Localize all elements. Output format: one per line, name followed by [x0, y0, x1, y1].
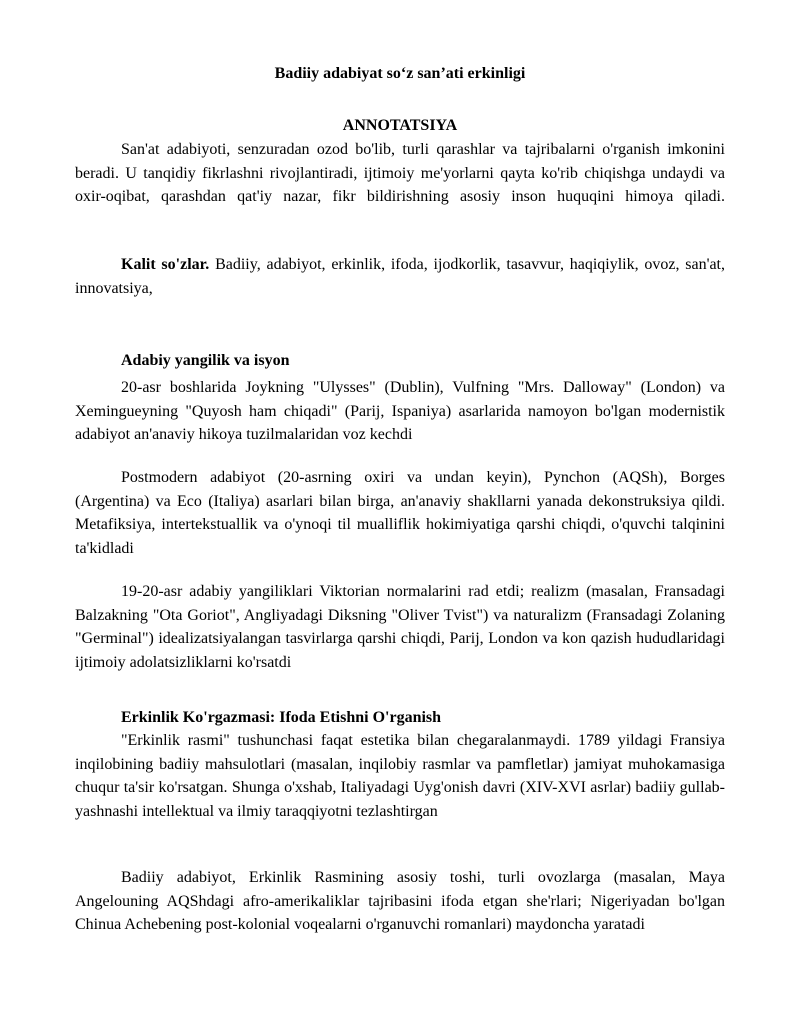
section2-paragraph-2: Badiiy adabiyot, Erkinlik Rasmining asosiy toshi, turli ovozlarga (masalan, Maya Angelouning AQShdagi afro-amerikaliklar tajribasini ifoda etgan she'rlari; Nigeriyadan bo'lgan Chinua Achebening post-kolonial voqealarni o'rganuvchi romanlari) maydoncha yaratadi: [75, 869, 725, 933]
keywords-paragraph: [75, 253, 725, 300]
section1-heading: Adabiy yangilik va isyon: [121, 352, 290, 369]
annotation-heading: ANNOTATSIYA: [342, 117, 458, 134]
section1-paragraph-3: 19-20-asr adabiy yangiliklari Viktorian normalarini rad etdi; realizm (masalan, Fransadagi Balzakning "Ota Goriot", Angliyadagi Diksning "Oliver Tvist") va naturalizm (Fransadagi Zolaning "Germinal") idealizatsiyalangan tasvirlarga qarshi chiqdi, Parij, London va kon qazish hududlaridagi ijtimoiy adolatsizliklarni ko'rsatdi: [75, 583, 725, 671]
document-title: Badiiy adabiyat so‘z san’ati erkinligi: [274, 65, 526, 82]
annotation-paragraph: San'at adabiyoti, senzuradan ozod bo'lib, turli qarashlar va tajribalarni o'rganish imkonini beradi. U tanqidiy fikrlashni rivojlantiradi, ijtimoiy me'yorlarni qayta ko'rib chiqishga undaydi va oxir-oqibat, qarashdan qat'iy nazar, fikr bildirishning asosiy inson huquqini himoya qiladi.: [75, 141, 725, 205]
section1-paragraph-2: Postmodern adabiyot (20-asrning oxiri va undan keyin), Pynchon (AQSh), Borges (Argentina) va Eco (Italiya) asarlari bilan birga, an'anaviy shakllarni yanada dekonstruksiya qildi. Metafiksiya, intertekstuallik va o'ynoqi til mualliflik hokimiyatiga qarshi chiqdi, o'quvchi talqinini ta'kidladi: [75, 469, 725, 557]
section2-paragraph-1: "Erkinlik rasmi" tushunchasi faqat estetika bilan chegaralanmaydi. 1789 yildagi Fransiya inqilobining badiiy mahsulotlari (masalan, inqilobiy rasmlar va pamfletlar) jamiyat muhokamasiga chuqur ta'sir ko'rsatgan. Shunga o'xshab, Italiyadagi Uyg'onish davri (XIV-XVI asrlar) badiiy gullab-yashnashi intellektual va ilmiy taraqqiyotni tezlashtirgan: [75, 732, 725, 820]
keywords-text: Badiiy, adabiyot, erkinlik, ifoda, ijodkorlik, tasavvur, haqiqiylik, ovoz, san'at, innovatsiya,: [75, 256, 726, 297]
section2-heading: Erkinlik Ko'rgazmasi: Ifoda Etishni O'rganish: [121, 709, 442, 726]
section1-paragraph-1: 20-asr boshlarida Joykning "Ulysses" (Dublin), Vulfning "Mrs. Dalloway" (London) va Xemingueyning "Quyosh ham chiqadi" (Parij, Ispaniya) asarlarida namoyon bo'lgan modernistik adabiyot an'anaviy hikoya tuzilmalaridan voz kechdi: [75, 379, 725, 443]
keywords-label: Kalit so'zlar.: [121, 256, 210, 273]
